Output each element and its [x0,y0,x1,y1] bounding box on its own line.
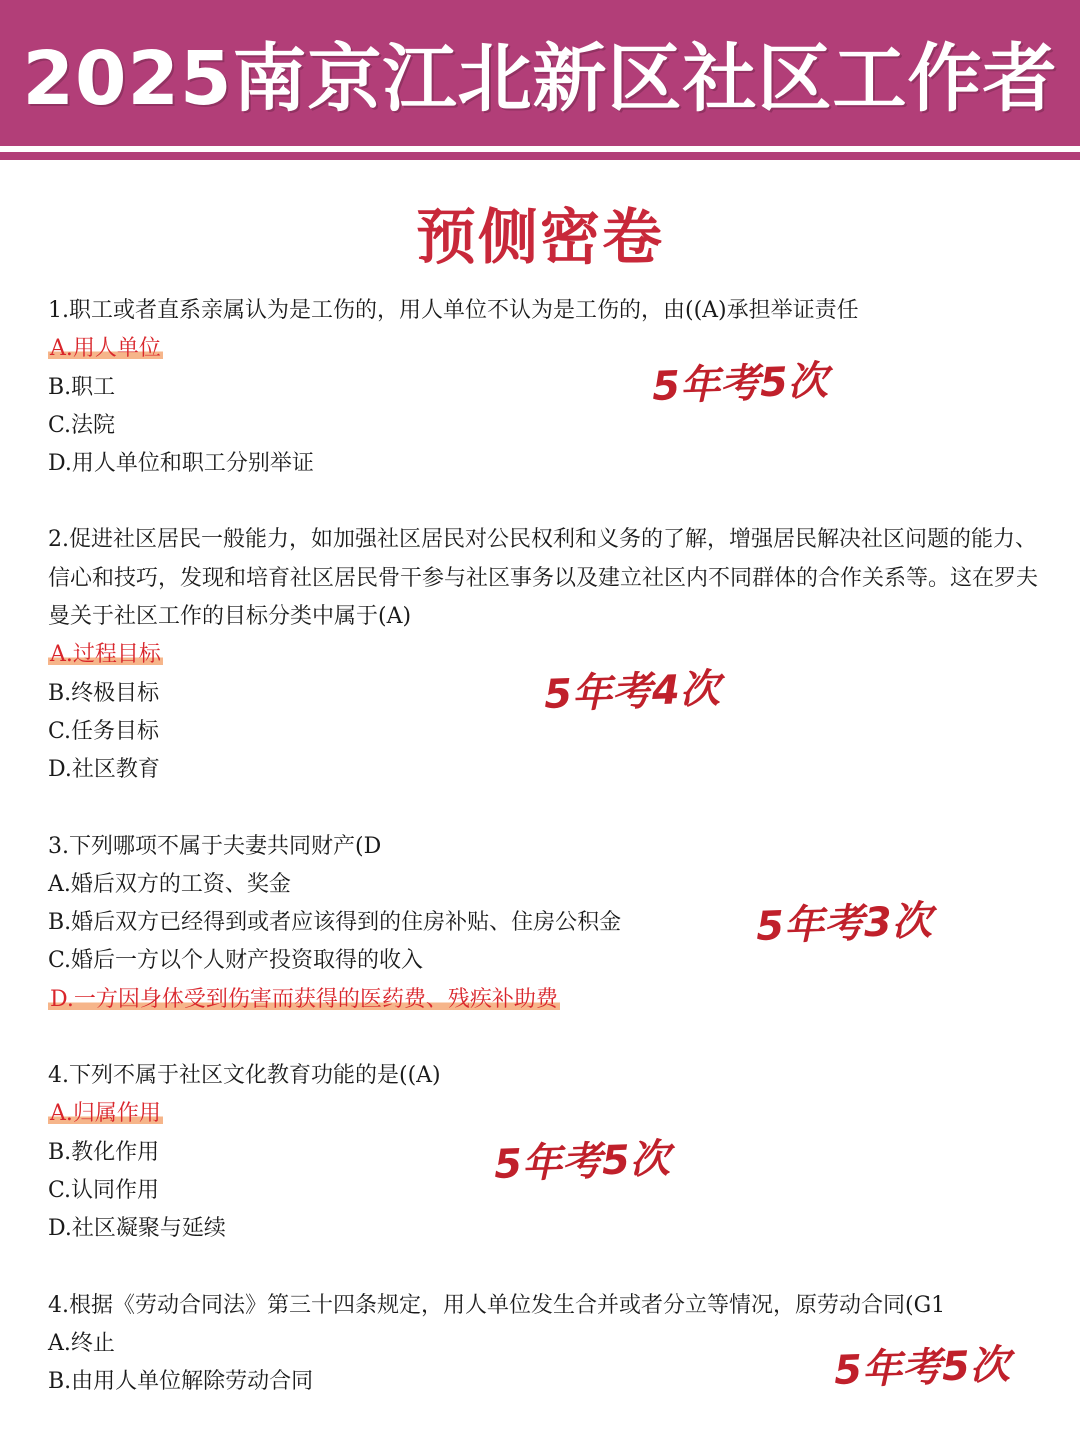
option-text: D.一方因身体受到伤害而获得的医药费、残疾补助费 [50,986,558,1012]
question-stem: 2.促进社区居民一般能力，如加强社区居民对公民权利和义务的了解，增强居民解决社区问题的能力、信心和技巧，发现和培育社区居民骨干参与社区事务以及建立社区内不同群体的合作关系等。这在罗夫曼关于社区工作的目标分类中属于(A) [48,527,1039,630]
option: C.法院 [48,412,116,438]
question-1 [48,292,1038,483]
page-subtitle: 预侧密卷 [416,203,664,273]
question-stem: 4.根据《劳动合同法》第三十四条规定，用人单位发生合并或者分立等情况，原劳动合同(G1 [48,1292,946,1318]
question-stem: 4.下列不属于社区文化教育功能的是((A) [48,1063,441,1089]
option: C.任务目标 [48,718,160,744]
option: B.终极目标 [48,680,160,706]
option: B.婚后双方已经得到或者应该得到的住房补贴、住房公积金 [48,910,622,936]
option: D.用人单位和职工分别举证 [48,451,314,477]
option: C.认同作用 [48,1177,160,1203]
frequency-note: 5年考4次 [543,665,721,719]
correct-option [48,330,1038,368]
option: A.终止 [48,1330,115,1356]
page-title: 2025南京江北新区社区工作者 [22,36,1058,122]
frequency-note: 5年考5次 [833,1341,1011,1395]
question-2 [48,521,1038,789]
option: D.社区教育 [48,757,160,783]
question-stem: 1.职工或者直系亲属认为是工伤的，用人单位不认为是工伤的，由((A)承担举证责任 [48,298,859,323]
option-text: A.归属作用 [50,1101,161,1127]
option: B.教化作用 [48,1139,160,1165]
option: B.由用人单位解除劳动合同 [48,1369,314,1395]
correct-option [48,1095,1038,1133]
option: C.婚后一方以个人财产投资取得的收入 [48,948,424,974]
question-stem: 3.下列哪项不属于夫妻共同财产(D [48,833,382,859]
frequency-note: 5年考5次 [651,357,829,411]
option-text: A.用人单位 [50,336,161,362]
header-divider [0,152,1080,160]
option: D.社区凝聚与延续 [48,1216,226,1242]
correct-option [48,981,1038,1019]
option: A.婚后双方的工资、奖金 [48,871,291,897]
option: B.职工 [48,374,116,400]
header-banner [0,0,1080,146]
frequency-note: 5年考3次 [755,897,933,951]
question-list [48,292,1038,1439]
frequency-note: 5年考5次 [493,1135,671,1189]
option-text: A.过程目标 [50,642,161,668]
